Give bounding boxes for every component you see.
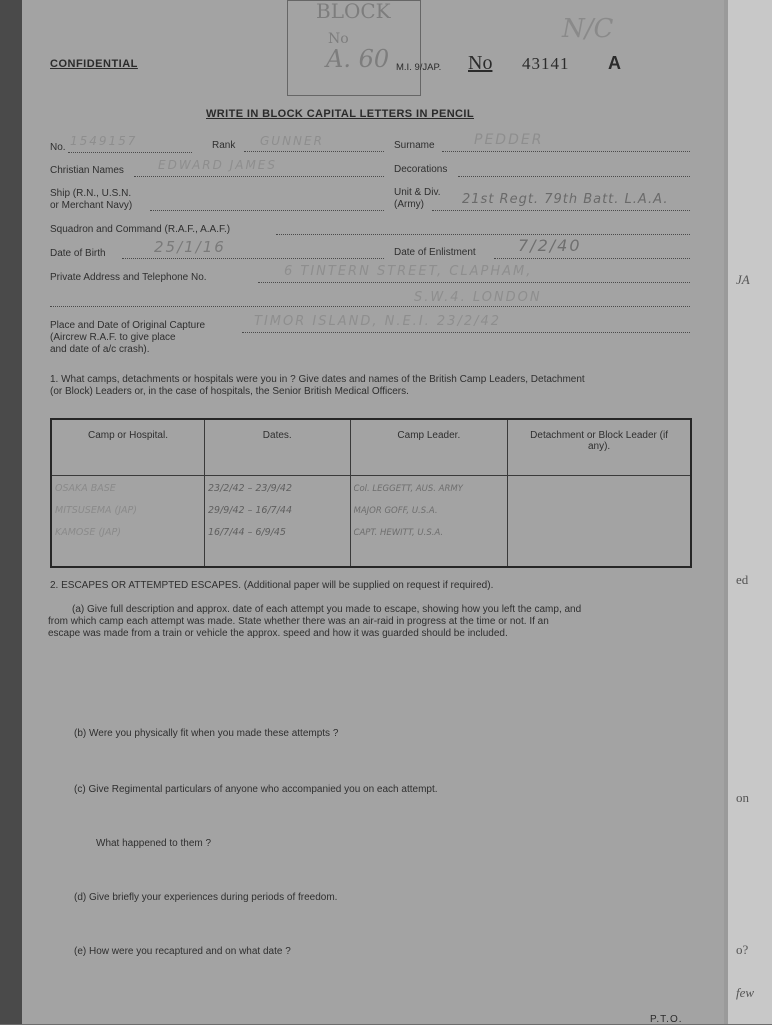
unit-label-2: (Army)	[394, 199, 424, 210]
rank-value: GUNNER	[260, 134, 324, 148]
service-number: 1549157	[70, 134, 138, 148]
capture-label-3: and date of a/c crash).	[50, 344, 150, 355]
dotted-line	[68, 152, 192, 153]
header-dates: Dates.	[204, 419, 350, 476]
address-label: Private Address and Telephone No.	[50, 272, 207, 283]
camp-leader: MAJOR GOFF, U.S.A.	[353, 506, 438, 516]
ship-label: Ship (R.N., U.S.N.	[50, 188, 132, 199]
confidential-label: CONFIDENTIAL	[50, 58, 138, 70]
dotted-line	[258, 282, 690, 283]
dob-label: Date of Birth	[50, 248, 106, 259]
dotted-line	[242, 332, 690, 333]
squadron-label: Squadron and Command (R.A.F., A.A.F.)	[50, 224, 231, 235]
question-2d: (d) Give briefly your experiences during periods of freedom.	[74, 892, 338, 903]
question-2c-follow-up: What happened to them ?	[96, 838, 212, 849]
question-1-line-2: (or Block) Leaders or, in the case of hospitals, the Senior British Medical Officers.	[50, 386, 409, 397]
christian-names-value: EDWARD JAMES	[158, 158, 277, 172]
camp-dates: 16/7/44 – 6/9/45	[207, 527, 286, 538]
block-stamp	[287, 0, 421, 96]
form-page	[22, 0, 724, 1024]
adjacent-page-edge	[728, 0, 772, 1024]
form-number: 43141	[522, 54, 570, 73]
enlistment-value: 7/2/40	[518, 236, 582, 255]
header-detachment-leader: Detachment or Block Leader (if any).	[508, 419, 691, 476]
camp-dates: 23/2/42 – 23/9/42	[207, 483, 293, 494]
capture-label-2: (Aircrew R.A.F. to give place	[50, 332, 176, 343]
rank-label: Rank	[212, 140, 236, 151]
stamp-line-2: No	[328, 31, 349, 47]
surname-value: PEDDER	[474, 132, 544, 148]
no-label: No.	[50, 142, 66, 153]
dotted-line	[494, 258, 690, 259]
question-2-heading: 2. ESCAPES OR ATTEMPTED ESCAPES. (Additional paper will be supplied on request if required).	[50, 580, 494, 591]
stamp-line-3: A. 60	[326, 45, 390, 73]
dotted-line	[50, 306, 690, 307]
enlistment-label: Date of Enlistment	[394, 247, 476, 258]
dob-value: 25/1/16	[154, 238, 226, 256]
question-2a-line-3: escape was made from a train or vehicle the approx. speed and how it was guarded should be included.	[48, 628, 508, 639]
capture-value: TIMOR ISLAND, N.E.I. 23/2/42	[254, 314, 502, 329]
surname-label: Surname	[394, 140, 435, 151]
christian-names-label: Christian Names	[50, 165, 124, 176]
edge-text: o?	[736, 942, 749, 957]
question-1-line-1: 1. What camps, detachments or hospitals were you in ? Give dates and names of the British Camp Leaders, Detachment	[50, 374, 585, 385]
camps-table	[50, 418, 692, 568]
mi-code: M.I. 9/JAP.	[396, 62, 442, 73]
camp-dates: 29/9/42 – 16/7/44	[207, 505, 293, 516]
corner-note: N/C	[562, 14, 614, 44]
address-line-1: 6 TINTERN STREET, CLAPHAM,	[284, 264, 533, 279]
edge-text: JA	[736, 272, 750, 287]
form-number-suffix: A	[608, 53, 621, 73]
number-label: No	[468, 52, 493, 74]
stamp-line-1: BLOCK	[316, 0, 391, 23]
dotted-line	[122, 258, 384, 259]
camp-leader: Col. LEGGETT, AUS. ARMY	[353, 484, 463, 494]
address-line-2: S.W.4. LONDON	[414, 290, 542, 305]
dotted-line	[244, 151, 384, 152]
camp-name: OSAKA BASE	[55, 483, 116, 494]
detachment-column	[508, 476, 691, 568]
question-2e: (e) How were you recaptured and on what date ?	[74, 946, 291, 957]
unit-value: 21st Regt. 79th Batt. L.A.A.	[462, 192, 669, 207]
unit-label: Unit & Div.	[394, 187, 441, 198]
dotted-line	[442, 151, 690, 152]
ship-label-2: or Merchant Navy)	[50, 200, 133, 211]
camp-column	[51, 476, 204, 568]
edge-text: ed	[736, 572, 749, 587]
dotted-line	[432, 210, 690, 211]
leader-column	[350, 476, 508, 568]
question-2a-line-2: from which camp each attempt was made. State whether there was an air-raid in progress at the time or not. If an	[48, 616, 549, 627]
dates-column	[204, 476, 350, 568]
edge-text: on	[736, 790, 749, 805]
decorations-label: Decorations	[394, 164, 448, 175]
question-2b: (b) Were you physically fit when you made these attempts ?	[74, 728, 339, 739]
header-camp: Camp or Hospital.	[51, 419, 204, 476]
question-2c: (c) Give Regimental particulars of anyone who accompanied you on each attempt.	[74, 784, 438, 795]
question-2a-line-1: (a) Give full description and approx. date of each attempt you made to escape, showing how you left the camp, and	[72, 604, 582, 615]
dotted-line	[276, 234, 690, 235]
dotted-line	[458, 176, 690, 177]
dotted-line	[134, 176, 384, 177]
page-turn-note: P.T.O.	[650, 1014, 683, 1025]
header-camp-leader: Camp Leader.	[350, 419, 508, 476]
dotted-line	[150, 210, 384, 211]
camp-name: MITSUSEMA (JAP)	[55, 505, 137, 516]
camp-name: KAMOSE (JAP)	[55, 527, 121, 538]
camp-leader: CAPT. HEWITT, U.S.A.	[353, 528, 444, 538]
edge-text: few	[736, 985, 755, 1000]
capture-label: Place and Date of Original Capture	[50, 320, 206, 331]
instruction-heading: WRITE IN BLOCK CAPITAL LETTERS IN PENCIL	[206, 108, 474, 120]
